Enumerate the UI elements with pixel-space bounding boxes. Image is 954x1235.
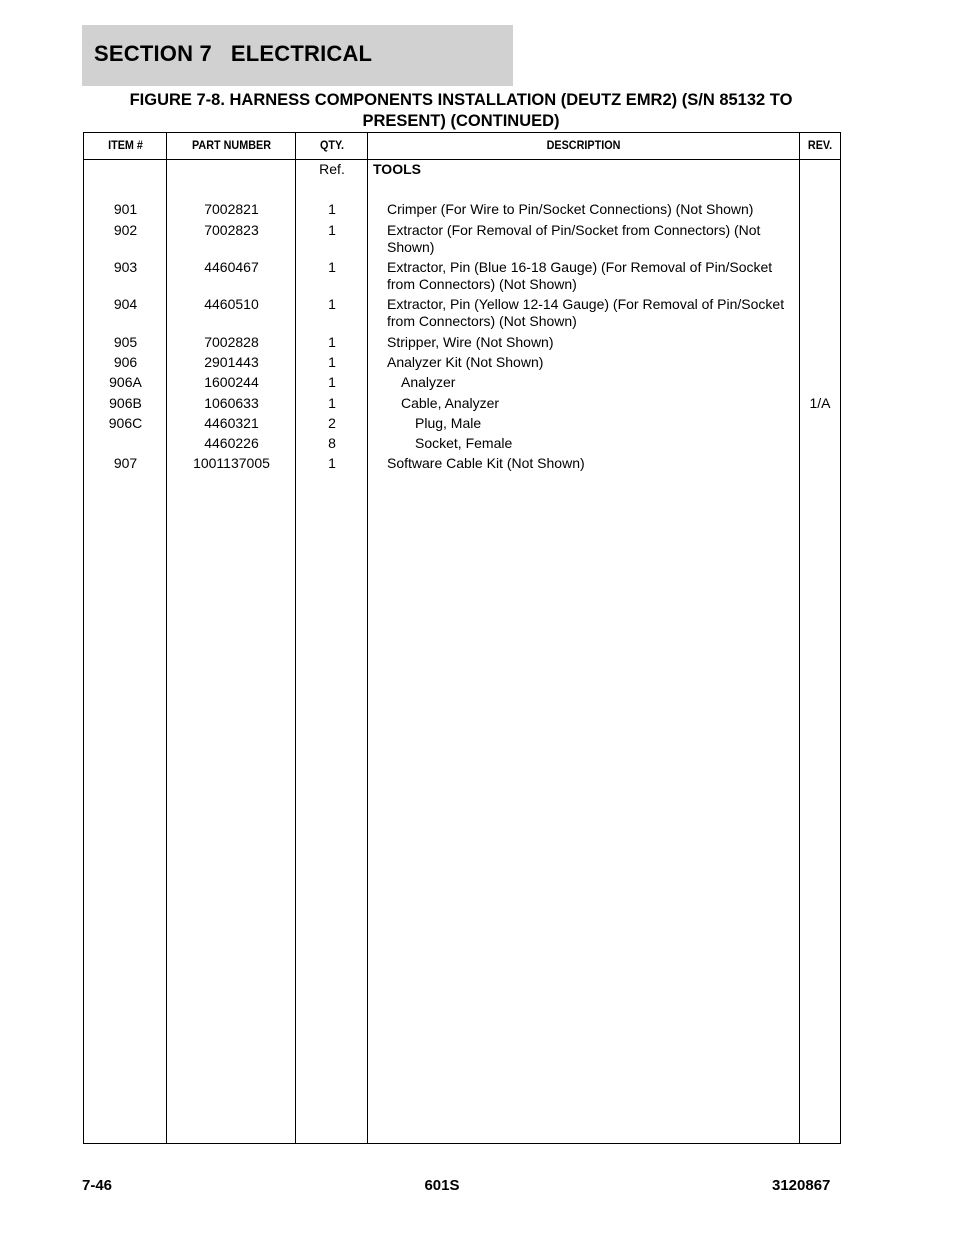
header-divider (84, 159, 840, 160)
figure-title-line-1: FIGURE 7-8. HARNESS COMPONENTS INSTALLATION (DEUTZ EMR2) (S/N 85132 TO (129, 91, 793, 109)
row-description: Stripper, Wire (Not Shown) (387, 334, 554, 350)
column-divider (367, 133, 368, 1143)
row-description: Extractor (For Removal of Pin/Socket from Connectors) (Not Shown) (387, 222, 761, 255)
row-qty: 1 (328, 201, 336, 217)
column-divider (295, 133, 296, 1143)
row-part-number: 2901443 (204, 354, 259, 370)
row-item: 906B (109, 395, 142, 411)
row-qty: 1 (328, 374, 336, 390)
row-qty: 2 (328, 415, 336, 431)
parts-table (83, 132, 841, 1144)
row-part-number: 1060633 (204, 395, 259, 411)
row-description: Plug, Male (415, 415, 482, 431)
row-part-number: 7002823 (204, 222, 259, 238)
row-qty: 1 (328, 296, 336, 312)
row-description: Analyzer Kit (Not Shown) (387, 354, 544, 370)
row-description: Analyzer (401, 374, 456, 390)
row-part-number: 1001137005 (193, 455, 270, 471)
row-description: TOOLS (373, 161, 421, 177)
row-description: Cable, Analyzer (401, 395, 500, 411)
row-item: 902 (113, 222, 138, 238)
row-description: Software Cable Kit (Not Shown) (387, 455, 585, 471)
row-part-number: 7002828 (204, 334, 259, 350)
row-description: Socket, Female (415, 435, 513, 451)
header-part-number: PART NUMBER (191, 138, 272, 152)
row-item: 906C (108, 415, 143, 431)
row-rev: 1/A (809, 395, 831, 411)
row-qty: 1 (328, 222, 336, 238)
row-item: 906A (109, 374, 142, 390)
row-item: 905 (113, 334, 138, 350)
row-description: Extractor, Pin (Yellow 12-14 Gauge) (For Removal of Pin/Socket from Connectors) (Not Shown) (387, 296, 785, 329)
page-number: 7-46 (82, 1177, 113, 1194)
header-description: DESCRIPTION (546, 138, 621, 152)
row-description: Extractor, Pin (Blue 16-18 Gauge) (For Removal of Pin/Socket from Connectors) (Not Shown) (387, 259, 773, 292)
row-item: 903 (113, 259, 138, 275)
row-qty: Ref. (319, 161, 345, 177)
row-item: 906 (113, 354, 138, 370)
section-header (82, 25, 513, 86)
row-part-number: 4460226 (204, 435, 259, 451)
row-part-number: 7002821 (204, 201, 259, 217)
row-item: 904 (113, 296, 138, 312)
section-title: SECTION 7 ELECTRICAL (94, 41, 373, 66)
row-qty: 1 (328, 334, 336, 350)
row-description: Crimper (For Wire to Pin/Socket Connections) (Not Shown) (387, 201, 754, 217)
row-qty: 1 (328, 259, 336, 275)
row-item: 907 (113, 455, 138, 471)
header-qty: QTY. (319, 138, 344, 152)
column-divider (166, 133, 167, 1143)
header-item: ITEM # (108, 138, 143, 152)
row-qty: 1 (328, 354, 336, 370)
row-part-number: 4460510 (204, 296, 259, 312)
row-qty: 8 (328, 435, 336, 451)
row-part-number: 4460321 (204, 415, 259, 431)
row-qty: 1 (328, 455, 336, 471)
header-rev: REV. (807, 138, 833, 152)
figure-title-line-2: PRESENT) (CONTINUED) (362, 112, 560, 130)
row-item: 901 (113, 201, 138, 217)
row-part-number: 1600244 (204, 374, 259, 390)
document-number: 3120867 (772, 1177, 831, 1194)
column-divider (799, 133, 800, 1143)
row-part-number: 4460467 (204, 259, 259, 275)
row-qty: 1 (328, 395, 336, 411)
model-number: 601S (424, 1177, 460, 1194)
